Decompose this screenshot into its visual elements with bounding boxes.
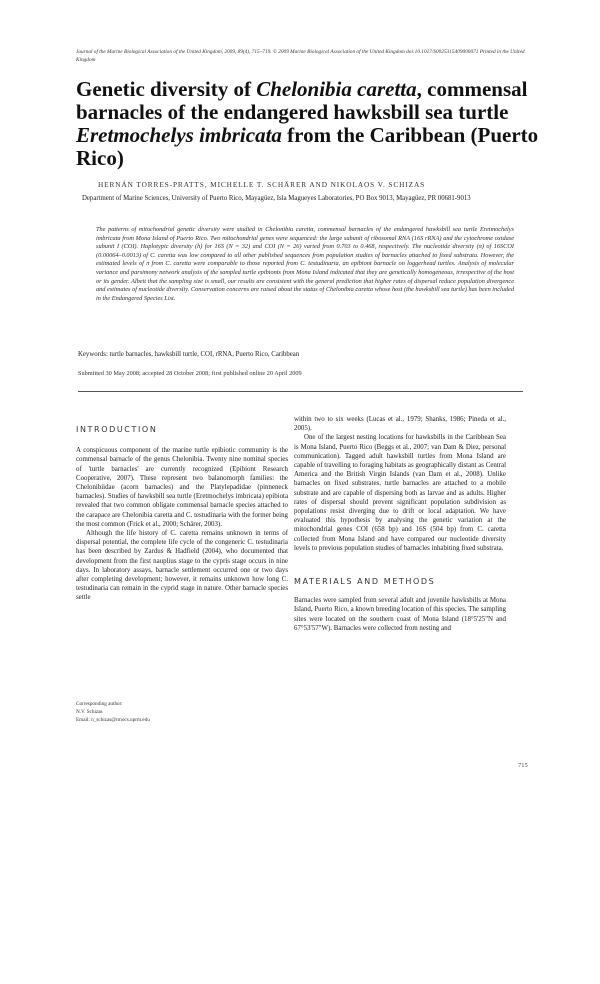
intro-paragraph-2: Although the life history of C. caretta remains unknown in terms of dispersal potential, the complete life cycle of the congeneric C. testudinaria has been described by Zardus & Hadfield (2004), who documented that development from the first nauplius stage to the cypris stage occurs in nine days. In laboratory assays, barnacle settlement occurred one or two days after completing development; however, it remains unknown how long C. testudinaria can remain in the cyprid stage in nature. Other barnacle species settle	[76, 530, 288, 602]
column-left	[76, 425, 288, 603]
page-number: 715	[518, 762, 528, 769]
column-right	[294, 415, 506, 633]
corr-email: Email: n_schizas@rmocs.uprm.edu	[76, 717, 150, 723]
section-heading-methods: MATERIALS AND METHODS	[294, 577, 436, 587]
article-title	[76, 78, 546, 170]
title-species-eretmochelys: Eretmochelys imbricata	[76, 123, 282, 147]
title-species-chelonibia: Chelonibia caretta	[256, 77, 417, 101]
author-list: HERNÁN TORRES-PRATTS, MICHELLE T. SCHÄRER AND NIKOLAOS V. SCHIZAS	[98, 180, 426, 189]
abstract: The patterns of mitochondrial genetic diversity were studied in Chelonibia caretta, commensal barnacles of the endangered hawksbill sea turtle Eretmochelys imbricata from Mona Island of Puerto Rico. Two mitochondrial genes were sequenced: the large subunit of ribosomal RNA (16S rRNA) and the cytochrome oxidase subunit I (COI). Haplotypic diversity (h) for 16S (N = 32) and COI (N = 26) varied from 0.703 to 0.468, respectively. The nucleotide diversity (π) of 16SCOI (0.00064–0.0013) of C. caretta was low compared to all other published sequences from population studies of barnacles attached to fixed substrata. However, the estimated levels of π from C. caretta were comparable to those reported from C. testudinaria, an epibiont barnacle on loggerhead turtles. Analysis of molecular variance and parsimony network analysis of the sampled turtle epibionts from Mona Island indicated that they are genetically homogeneous, irrespective of the host or its gender. Albeit that the sampling size is small, our results are consistent with the general prediction that higher rates of dispersal reduce population divergence and estimates of nucleotide diversity. Conservation concerns are raised about the status of Chelonibia caretta whose host (the hawksbill sea turtle) has been included in the Endangered Species List.	[96, 226, 514, 302]
affiliation: Department of Marine Sciences, University of Puerto Rico, Mayagüez, Isla Magueyes Laboratories, PO Box 9013, Mayagüez, PR 00681-9013	[82, 195, 471, 202]
section-heading-introduction: INTRODUCTION	[76, 425, 158, 434]
intro-paragraph-3: within two to six weeks (Lucas et al., 1979; Shanks, 1986; Pineda et al., 2005).	[294, 416, 506, 433]
corresponding-author	[76, 700, 276, 724]
submission-dates: Submitted 30 May 2008; accepted 28 October 2008; first published online 20 April 2009	[78, 370, 302, 377]
title-mid: , commensal barnacles of the endangered hawksbill sea turtle	[76, 77, 528, 124]
keywords: Keywords: turtle barnacles, hawksbill turtle, COI, rRNA, Puerto Rico, Caribbean	[78, 351, 300, 358]
corr-name: N.V. Schizas	[76, 709, 103, 715]
journal-citation: Journal of the Marine Biological Association of the United Kingdom, 2009, 89(4), 715–719. © 2009 Marine Biological Association of the United Kingdom doi:10.1017/S0025315409000071 Printed in the United Kingdom	[76, 49, 525, 63]
divider	[78, 391, 523, 392]
intro-paragraph-4: One of the largest nesting locations for hawksbills in the Caribbean Sea is Mona Island, Puerto Rico (Beggs et al., 2007; van Dam & Diez, personal communication). Tagged adult hawksbill turtles from Mona Island are capable of travelling to foraging habitats as geographically distant as Central America and the British Virgin Islands (van Dam et al., 2008). Unlike barnacles on fixed substrates, turtle barnacles are attached to a mobile substrate and are capable of dispersing both as larvae and as adults. Higher rates of dispersal should prevent significant population subdivision as populations resist diverging due to drift or local adaptation. We have evaluated this hypothesis by analysing the genetic variation at the mitochondrial genes COI (658 bp) and 16S (504 bp) from C. caretta collected from Mona Island and have compared our nucleotide diversity levels to previous population studies of barnacles inhabiting fixed substrata.	[294, 434, 506, 552]
title-prefix: Genetic diversity of	[76, 77, 257, 101]
intro-paragraph-1: A conspicuous component of the marine turtle epibiotic community is the commensal barnacle of the genus Chelonibia. Twenty nine nominal species of 'turtle barnacles' are currently recognized (Epibiont Research Cooperative, 2007). These represent two balanomorph families: the Chelonibiidae (acorn barnacles) and the Platylepadidae (pinneneck barnacles). Studies of hawksbill sea turtle (Eretmochelys imbricata) epibiota revealed that two common obligate commensal barnacle species attached to the carapace are Chelonibia caretta and C. testudinaria with the former being the most common (Frick et al., 2000; Schärer, 2003).	[76, 447, 288, 528]
title-suffix: from the Caribbean (Puerto Rico)	[76, 123, 539, 170]
corr-label: Corresponding author:	[76, 701, 123, 707]
methods-paragraph-1: Barnacles were sampled from several adult and juvenile hawksbills at Mona Island, Puerto Rico, a known breeding location of this species. The sampling sites were located on the southern coast of Mona Island (18°5'25"N and 67°53'57"W). Barnacles were collected from nesting and	[294, 597, 506, 632]
